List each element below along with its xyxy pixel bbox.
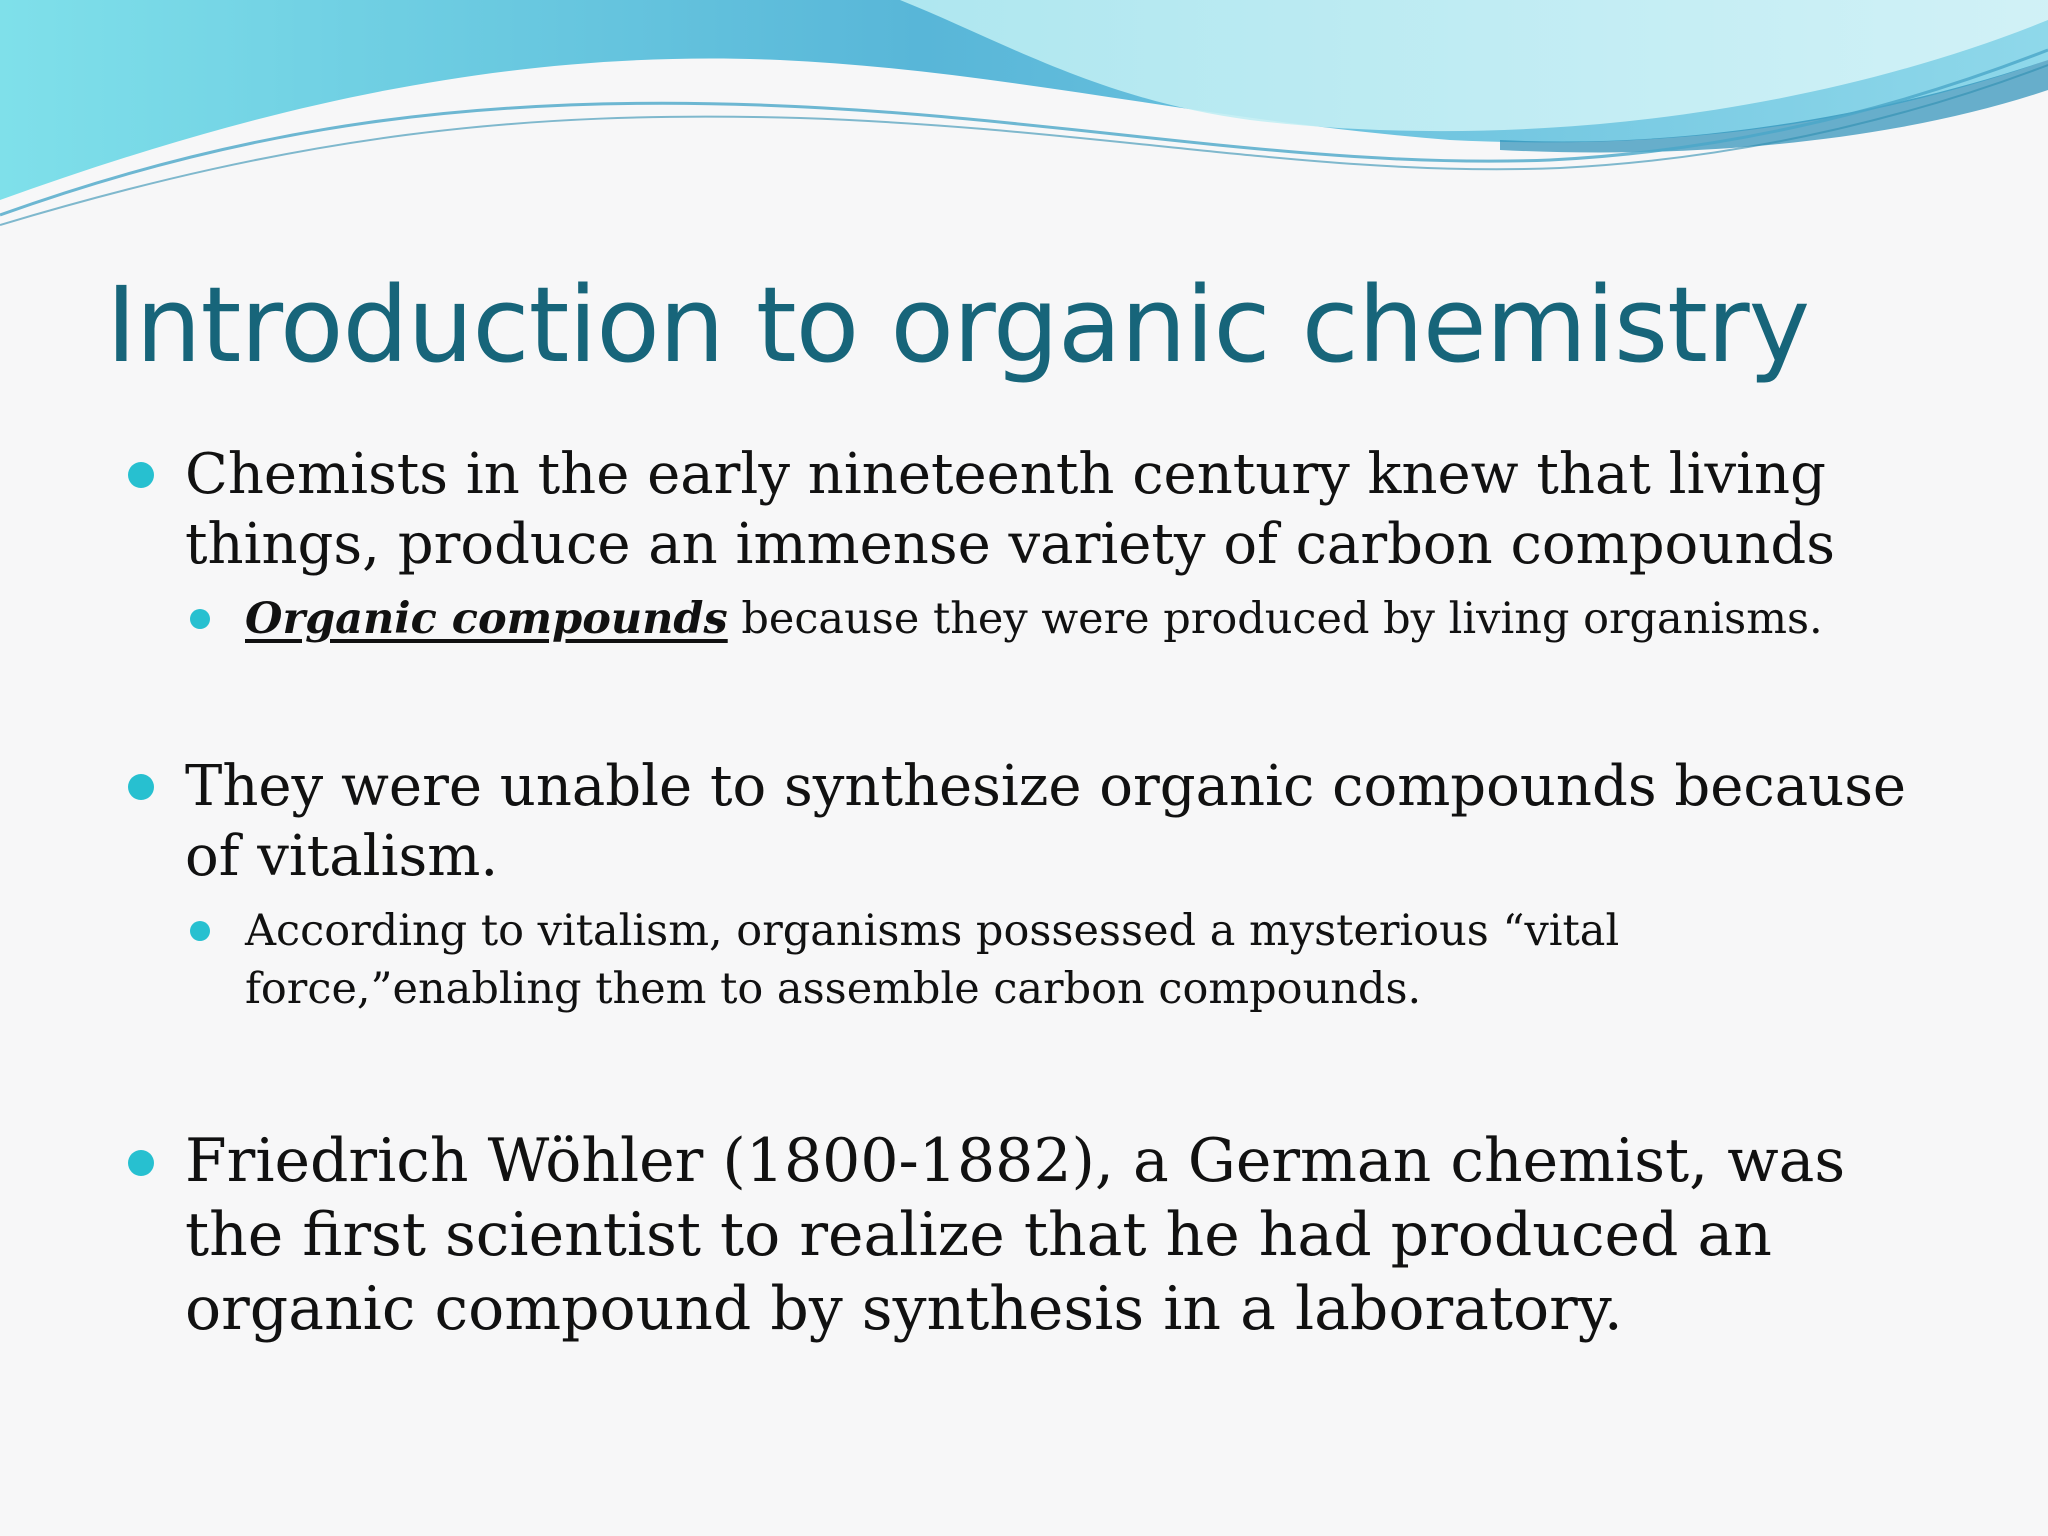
bullet-3: [128, 1124, 1928, 1346]
slide-title: Introduction to organic chemistry: [106, 264, 1810, 386]
bullet-dot-icon: [128, 462, 154, 488]
sub-bullet-2-text: According to vitalism, organisms possessed a mysterious “vital force,”enabling them to assemble carbon compounds.: [245, 906, 1620, 1014]
sub-bullet-dot-icon: [190, 609, 210, 629]
sub-bullet-2: [186, 902, 1966, 1018]
bullet-2: [128, 752, 1928, 892]
header-wave-decoration: [0, 0, 2048, 240]
bullet-dot-icon: [128, 1150, 154, 1176]
sub-bullet-1: [186, 590, 1966, 648]
bullet-1-text: Chemists in the early nineteenth century knew that living things, produce an immense variety of carbon compounds: [185, 442, 1835, 577]
bullet-3-text: Friedrich Wöhler (1800-1882), a German chemist, was the first scientist to realize that he had produced an organic compound by synthesis in a laboratory.: [185, 1126, 1846, 1344]
bullet-dot-icon: [128, 774, 154, 800]
bullet-1: [128, 440, 1928, 580]
organic-compounds-term: Organic compounds: [245, 594, 728, 644]
sub-bullet-dot-icon: [190, 921, 210, 941]
bullet-2-text: They were unable to synthesize organic compounds because of vitalism.: [185, 754, 1907, 889]
sub-bullet-1-text: [245, 590, 1966, 648]
sub-bullet-1-rest: because they were produced by living organisms.: [727, 594, 1823, 644]
